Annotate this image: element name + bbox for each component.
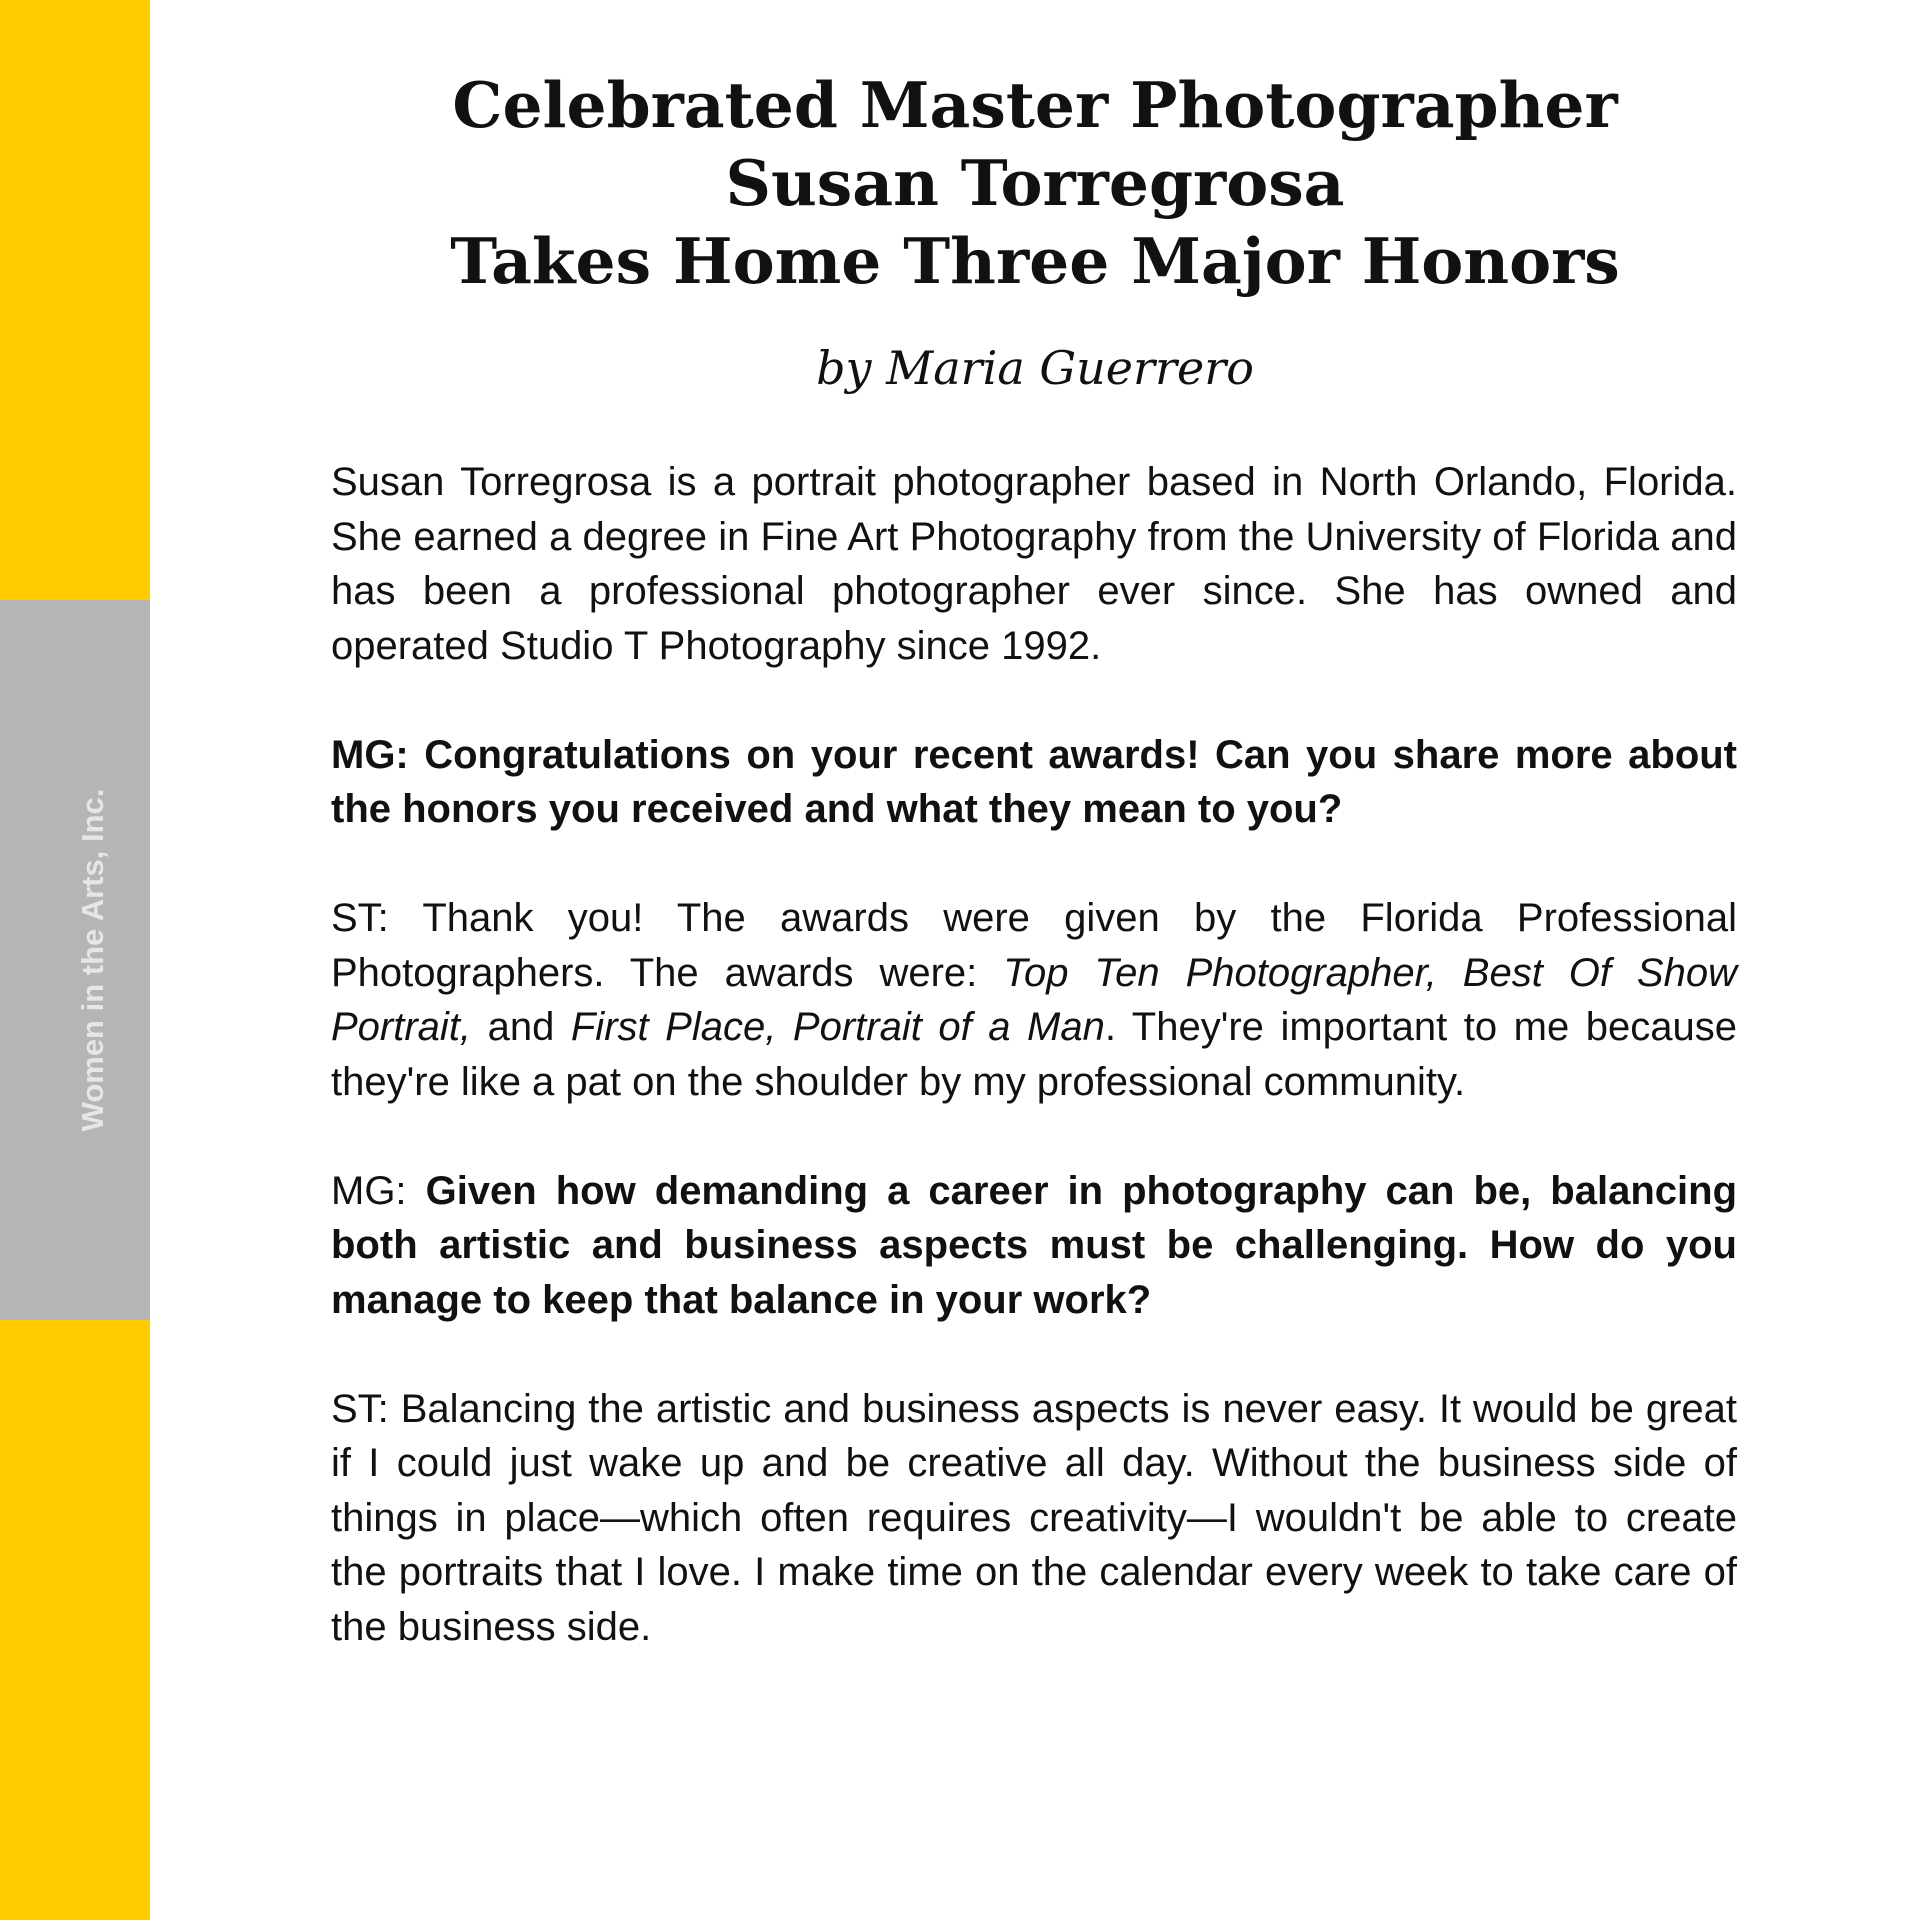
intro-paragraph: Susan Torregrosa is a portrait photographer based in North Orlando, Florida. She earned a degree in Fine Art Photography from the University of Florida and has been a professional photographer ever since. She has owned and operated Studio T Photography since 1992. (331, 460, 1737, 668)
answer-1-text-2: and (471, 1005, 571, 1049)
answer-2: ST: Balancing the artistic and business aspects is never easy. It would be great if I could just wake up and be creative all day. Without the business side of things in place—which often requires creativity—I wouldn't be able to create the portraits that I love. I make time on the calendar every week to take care of the business side. (331, 1386, 1737, 1649)
headline-line-3: Takes Home Three Major Honors (450, 224, 1620, 298)
question-2 (331, 1164, 1737, 1328)
answer-1 (331, 891, 1737, 1109)
answer-1-text-1: ST: Thank you! The awards were given by the Florida Professional Photographers. The awards were: (331, 896, 1737, 995)
article-body (331, 455, 1737, 1709)
award-names-1: Top Ten Photographer, Best Of Show Portrait, (331, 950, 1737, 1049)
headline-line-1: Celebrated Master Photographer (452, 68, 1618, 142)
answer-1-text-3: . They're important to me because they're like a pat on the shoulder by my professional community. (331, 1005, 1737, 1104)
question-2-text: Given how demanding a career in photography can be, balancing both artistic and business aspects must be challenging. How do you manage to keep that balance in your work? (331, 1168, 1737, 1322)
question-1: MG: Congratulations on your recent awards! Can you share more about the honors you received and what they mean to you? (331, 732, 1737, 831)
article-headline (330, 66, 1740, 300)
award-name-2: First Place, Portrait of a Man (570, 1005, 1105, 1049)
side-tab-label: Women in the Arts, Inc. (75, 788, 110, 1132)
headline-line-2: Susan Torregrosa (725, 146, 1345, 220)
question-2-prefix: MG: (331, 1168, 426, 1213)
byline: by Maria Guerrero (816, 341, 1254, 395)
